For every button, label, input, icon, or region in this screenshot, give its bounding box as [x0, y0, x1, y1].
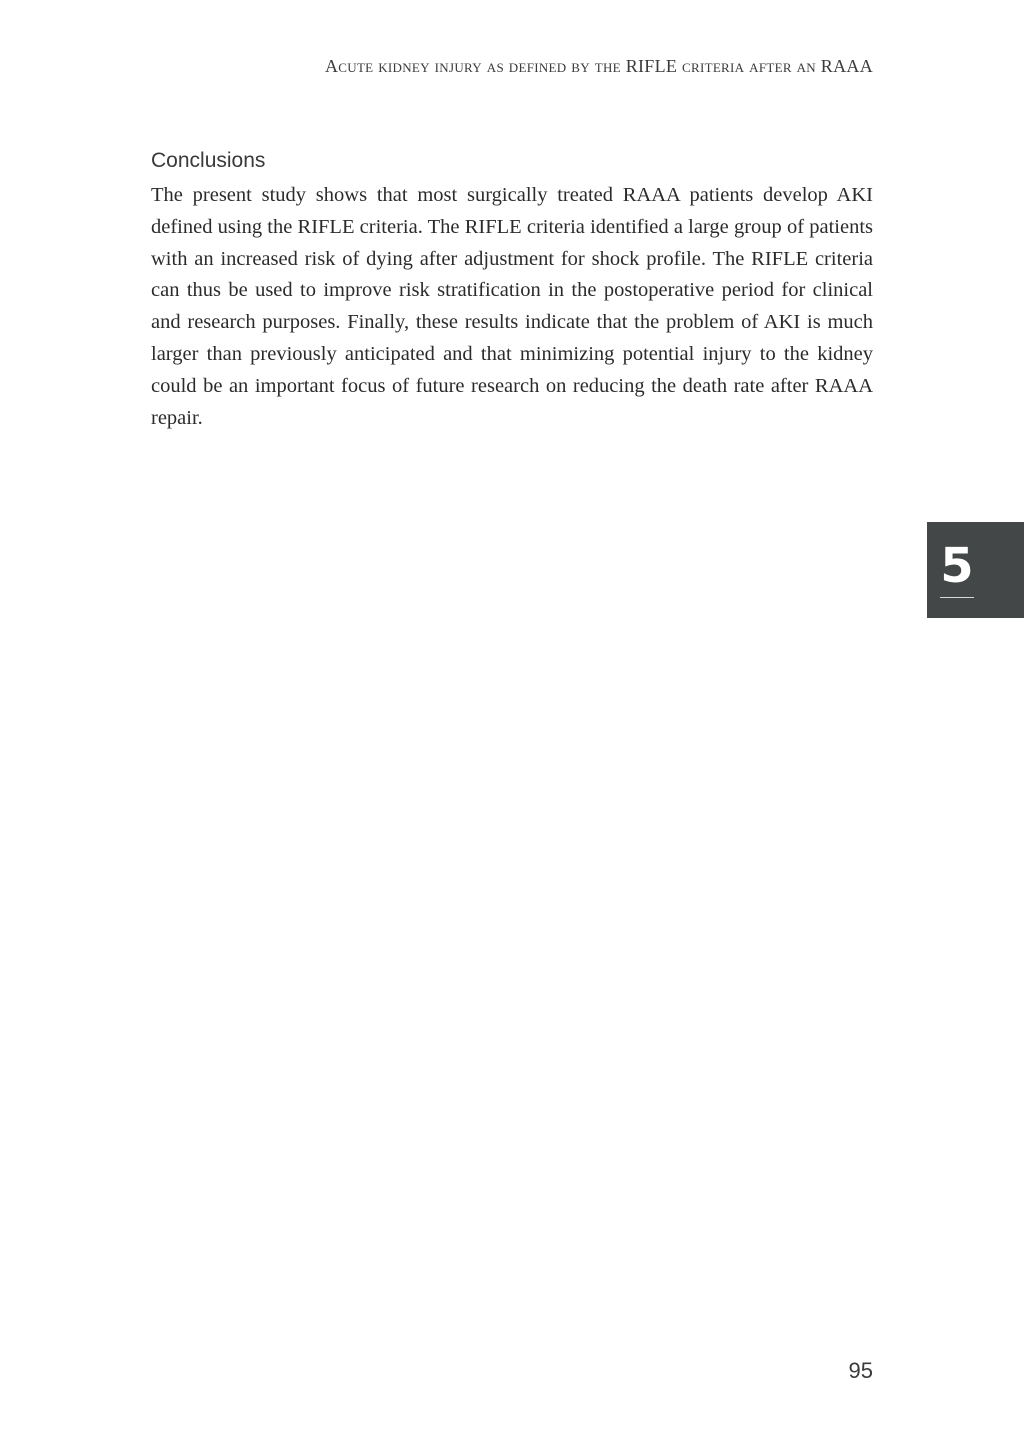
chapter-number: 5	[940, 538, 974, 594]
section-title: Conclusions	[151, 149, 266, 172]
chapter-tab-rule	[940, 597, 974, 598]
conclusions-paragraph: The present study shows that most surgically treated RAAA patients develop AKI defined using the RIFLE criteria. The RIFLE criteria identified a large group of patients with an increased risk of dying after adjustment for shock profile. The RIFLE criteria can thus be used to improve risk stratification in the postoperative period for clinical and research purposes. Finally, these results indicate that the problem of AKI is much larger than previously anticipated and that minimizing potential injury to the kidney could be an important focus of future research on reducing the death rate after RAAA repair.	[151, 184, 873, 429]
running-header: Acute kidney injury as defined by the RIFLE criteria after an RAAA	[324, 56, 873, 76]
page-number: 95	[848, 1358, 873, 1383]
